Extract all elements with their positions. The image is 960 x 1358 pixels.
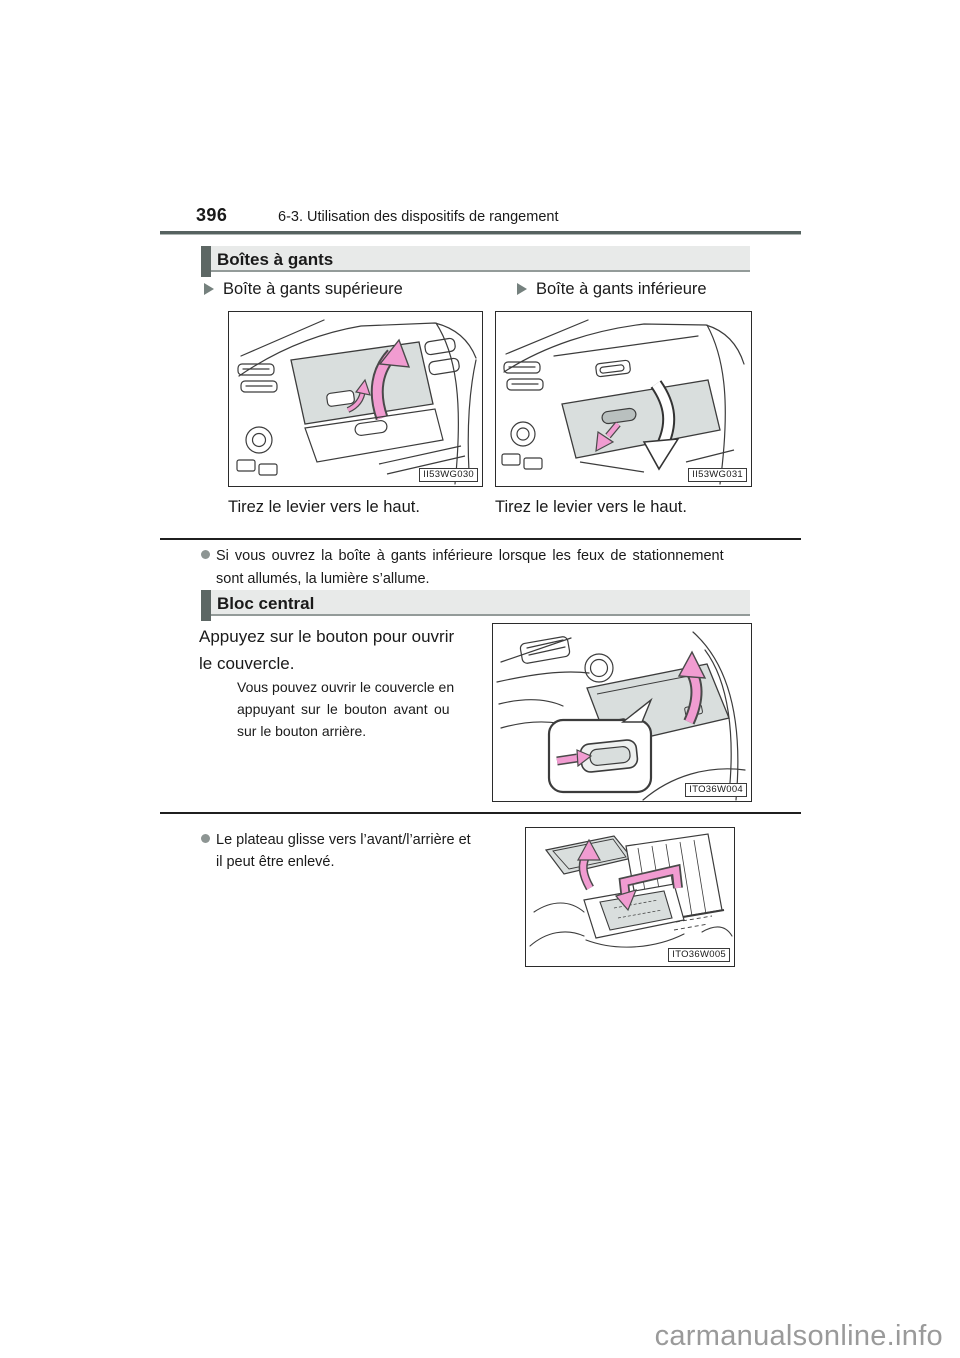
console-tray-illustration bbox=[526, 828, 734, 966]
upper-glove-box-caption: Tirez le levier vers le haut. bbox=[228, 498, 420, 516]
heading-label: Boîte à gants supérieure bbox=[223, 280, 403, 298]
note-text-line: Si vous ouvrez la boîte à gants inférieure lorsque les feux de stationnement bbox=[216, 548, 724, 564]
figure-code-label: ITO36W005 bbox=[668, 948, 730, 962]
lower-glove-box-illustration bbox=[496, 312, 751, 486]
triangle-bullet-icon bbox=[204, 283, 214, 295]
note-divider bbox=[160, 538, 801, 540]
triangle-bullet-icon bbox=[517, 283, 527, 295]
glove-box-section-header bbox=[201, 246, 750, 277]
upper-glove-box-illustration bbox=[229, 312, 482, 486]
center-console-illustration bbox=[493, 624, 751, 801]
central-section-header bbox=[201, 590, 750, 621]
upper-glove-box-heading bbox=[204, 279, 403, 300]
section-title: Boîtes à gants bbox=[217, 250, 334, 269]
section-accent-tab bbox=[201, 590, 211, 621]
note-divider bbox=[160, 812, 801, 814]
lower-glove-box-caption: Tirez le levier vers le haut. bbox=[495, 498, 687, 516]
circle-bullet-icon bbox=[201, 834, 210, 843]
header-rule bbox=[160, 231, 801, 235]
console-tray-figure bbox=[525, 827, 735, 967]
page-number: 396 bbox=[196, 205, 228, 225]
figure-code-label: II53WG030 bbox=[419, 468, 478, 482]
detail-text-line: appuyant sur le bouton avant ou bbox=[237, 701, 450, 717]
note-text-line: sont allumés, la lumière s’allume. bbox=[216, 571, 430, 587]
lower-glove-box-figure bbox=[495, 311, 752, 487]
lead-text-line: Appuyez sur le bouton pour ouvrir bbox=[199, 627, 455, 646]
heading-label: Boîte à gants inférieure bbox=[536, 280, 707, 298]
upper-glove-box-figure bbox=[228, 311, 483, 487]
figure-code-label: ITO36W004 bbox=[685, 783, 747, 797]
detail-text-line: sur le bouton arrière. bbox=[237, 723, 367, 739]
lower-glove-box-heading bbox=[517, 279, 707, 300]
note-text-line: Le plateau glisse vers l’avant/l’arrière et bbox=[216, 832, 471, 848]
section-accent-tab bbox=[201, 246, 211, 277]
circle-bullet-icon bbox=[201, 550, 210, 559]
watermark: carmanualsonline.info bbox=[654, 1320, 943, 1352]
chapter-title: 6-3. Utilisation des dispositifs de rangement bbox=[278, 209, 559, 225]
lead-text-line: le couvercle. bbox=[199, 654, 295, 673]
section-title: Bloc central bbox=[217, 594, 315, 613]
center-console-figure bbox=[492, 623, 752, 802]
detail-text-line: Vous pouvez ouvrir le couvercle en bbox=[237, 679, 455, 695]
figure-code-label: II53WG031 bbox=[688, 468, 747, 482]
note-text-line: il peut être enlevé. bbox=[216, 854, 335, 870]
